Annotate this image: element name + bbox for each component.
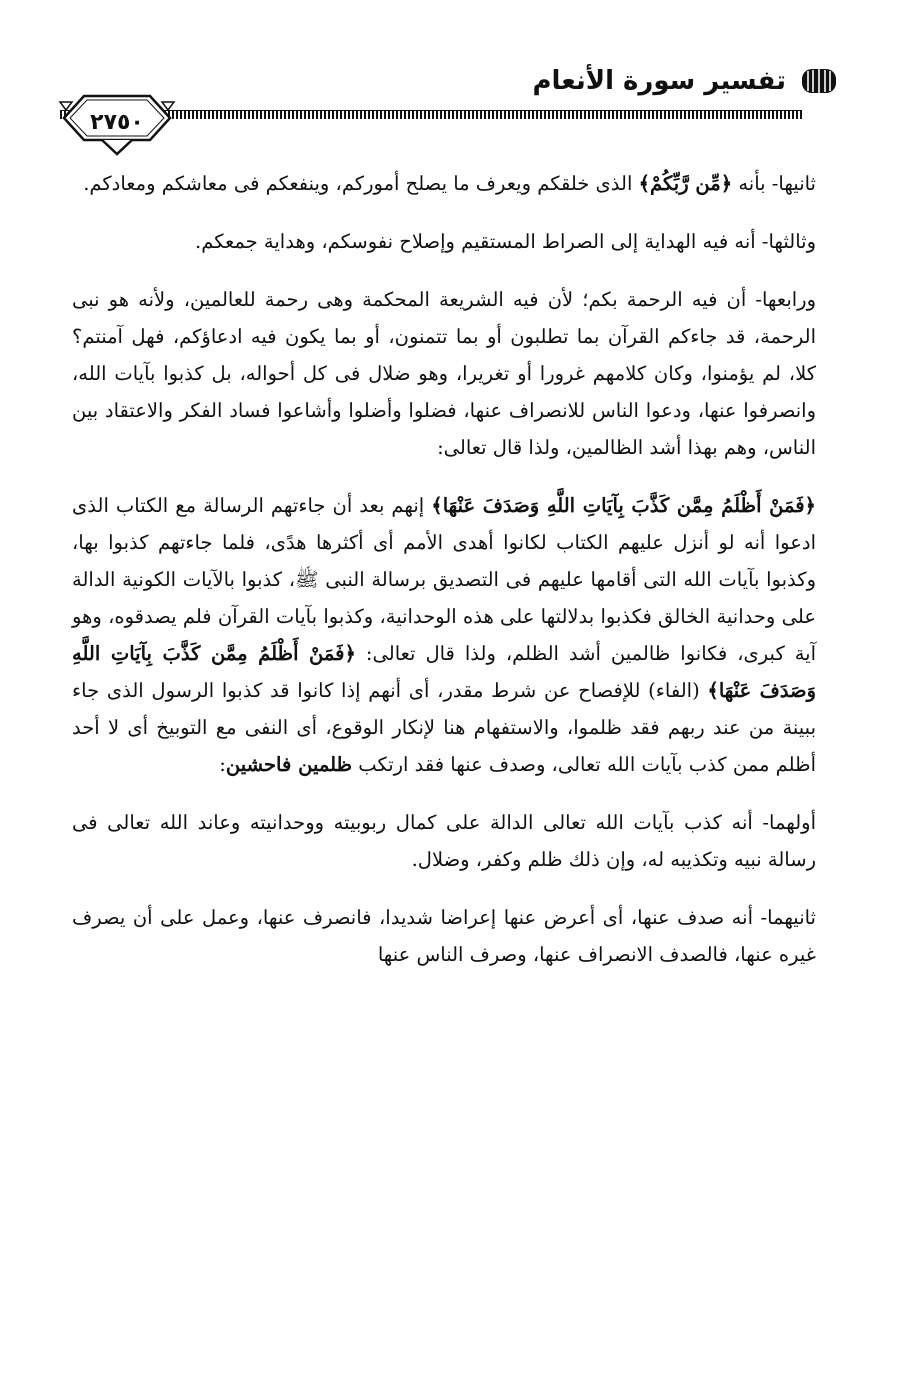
bold-phrase: ظلمين فاحشين — [225, 753, 353, 776]
quran-quote: ﴿فَمَنْ أَظْلَمُ مِمَّن كَذَّبَ بِآيَاتِ اللَّهِ وَصَدَفَ عَنْهَا﴾ — [431, 494, 816, 517]
paragraph — [72, 487, 816, 783]
page-body — [72, 165, 816, 994]
paragraph-text: إنهم بعد أن جاءتهم الرسالة مع الكتاب الذى ادعوا أنه لو أنزل عليهم الكتاب لكانوا أهدى الأمم أى أكثرها هدًى، فلما جاءتهم كذبوا بها، وكذبوا بآيات الله التى أقامها عليهم فى التصديق برسالة النبى ﷺ، كذبوا بالآيات الكونية الدالة على وحدانية الخالق فكذبوا بدلالتها على هذه الوحدانية، وكذبوا بآيات القرآن فلم يصدقوه، وهو آية كبرى، فكانوا ظالمين أشد الظلم، ولذا قال تعالى: — [72, 494, 817, 665]
paragraph: ثانيهما- أنه صدف عنها، أى أعرض عنها إعراضا شديدا، فانصرف عنها، وعمل على أن يصرف غيره عنها، فالصدف الانصراف عنها، وصرف الناس عنها — [72, 906, 816, 966]
paragraph-text: الذى خلقكم ويعرف ما يصلح أموركم، وينفعكم فى معاشكم ومعادكم. — [83, 172, 639, 195]
quran-quote: ﴿فَمَنْ أَظْلَمُ مِمَّن كَذَّبَ بِآيَاتِ اللَّهِ وَصَدَفَ عَنْهَا﴾ — [72, 642, 816, 702]
paragraph: ورابعها- أن فيه الرحمة بكم؛ لأن فيه الشريعة المحكمة وهى رحمة للعالمين، ولأنه هو نبى الرحمة، قد جاءكم القرآن بما تطلبون أو بما تتمنون، أو بما يكون فيه ادعاؤكم، فهل آمنتم؟ كلا، لم يؤمنوا، وكان كلامهم غرورا أو تغريرا، وهو ضلال فى كل أحواله، بل كذبوا بآيات الله، وانصرفوا عنها، ودعوا الناس للانصراف عنها، فضلوا وأضلوا وأشاعوا فساد الفكر والاعتقاد بين الناس، وهم بهذا أشد الظالمين، ولذا قال تعالى: — [72, 288, 816, 459]
quran-quote: ﴿مِّن رَّبِّكُمْ﴾ — [638, 172, 733, 195]
page-header — [60, 48, 850, 158]
paragraph-text: ثانيها- بأنه — [732, 172, 816, 195]
ornament-icon — [798, 66, 840, 96]
page-title: تفسير سورة الأنعام — [532, 66, 786, 96]
page-number: ٢٧٥٠ — [90, 110, 144, 135]
paragraph-text: : — [219, 753, 226, 776]
paragraph — [72, 165, 816, 202]
paragraph: وثالثها- أنه فيه الهداية إلى الصراط المستقيم وإصلاح نفوسكم، وهداية جمعكم. — [195, 230, 816, 253]
page-number-badge — [52, 88, 182, 156]
paragraph: أولهما- أنه كذب بآيات الله تعالى الدالة على كمال ربوبيته ووحدانيته وعاند الله تعالى فى رسالة نبيه وتكذيبه له، وإن ذلك ظلم وكفر، وضلال. — [72, 811, 816, 871]
paragraph-text: (الفاء) للإفصاح عن شرط مقدر، أى أنهم إذا كانوا قد كذبوا الرسول الذى جاء ببينة من عند ربهم فقد ظلموا، والاستفهام هنا لإنكار الوقوع، أى النفى مع التوبيخ أى لا أحد أظلم ممن كذب بآيات الله تعالى، وصدف عنها فقد ارتكب — [72, 679, 816, 776]
